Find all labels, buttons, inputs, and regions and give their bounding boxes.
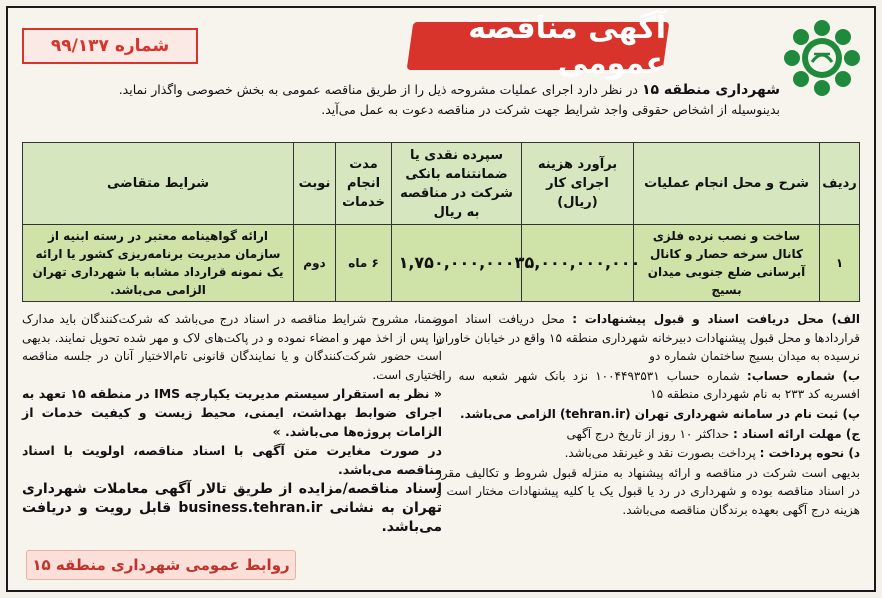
term-d: د) نحوه پرداخت : پرداخت بصورت نقد و غیرنقد می‌باشد. [564,446,860,461]
term-b: ب) شماره حساب: شماره حساب ۱۰۰۴۴۹۳۵۳۱ نزد بانک شهر شعبه سه راه افسریه کد ۲۳۳ به نام شهرداری منطقه ۱۵ [436,368,861,402]
public-relations-signature: روابط عمومی شهرداری منطقه ۱۵ [26,550,296,580]
tender-table [22,142,860,302]
intro-text [22,80,780,119]
table-header [23,143,859,225]
header-cost: برآورد هزینه اجرای کار (ریال) [521,143,633,224]
conditions-paragraph: ضمنا، مشروح شرایط مناقصه در اسناد درج می‌باشد که شرکت‌کنندگان باید مدارک را پس از اخذ مهر و امضاء نموده و در پاکت‌های لاک و مهر شده تحویل نمایند. بدیهی است حضور شرکت‌کنندگان و یا نمایندگان قانونی تام‌الاختیار آنان در جلسه مناقصه اختیاری است. [22,312,442,382]
row-duration: ۶ ماه [335,225,391,301]
term-c: ج) مهلت ارائه اسناد : حداکثر ۱۰ روز از تاریخ درج آگهی [566,426,860,441]
row-radif: ۱ [819,225,859,301]
notice-number: شماره ۹۹/۱۳۷ [22,28,198,64]
header-conditions: شرایط متقاضی [107,176,209,191]
row-conditions: ارائه گواهینامه معتبر در رسته ابنیه از سازمان مدیریت برنامه‌ریزی کشور یا ارائه یک نمونه قرارداد مشابه با شهرداری تهران الزامی می‌باشد. [32,229,284,297]
tender-notice [6,6,876,592]
organization-name: شهرداری منطقه ۱۵ [641,82,780,98]
row-deposit: ۱,۷۵۰,۰۰۰,۰۰۰ [391,225,521,301]
header-deposit: سپرده نقدی یا ضمانتنامه بانکی شرکت در مناقصه به ریال [391,143,521,224]
header-turn: نوبت [293,143,335,224]
notice-title-banner: آگهی مناقصه عمومی [407,22,670,70]
terms-left-column [22,310,442,537]
intro-line-1: در نظر دارد اجرای عملیات مشروحه ذیل را از طریق مناقصه عمومی به بخش خصوصی واگذار نماید. [118,82,642,97]
tehran-municipality-logo-icon [782,18,862,98]
row-cost: ۳۵,۰۰۰,۰۰۰,۰۰۰ [521,225,633,301]
priority-paragraph: در صورت مغایرت متن آگهی با اسناد مناقصه، اولویت با اسناد مناقصه می‌باشد. [22,443,442,477]
table-row [23,225,859,301]
term-a: الف) محل دریافت اسناد و قبول پیشنهادات : محل دریافت اسناد امور قراردادها و محل قبول پیشنهادات دبیرخانه شهرداری منطقه ۱۵ واقع در خیابان خاوران نرسیده به میدان بسیج ساختمان شماره دو [436,312,860,364]
ims-paragraph: « نظر به استقرار سیستم مدیریت یکپارچه IMS در منطقه ۱۵ تعهد به اجرای ضوابط بهداشت، ایمنی، محیط زیست و کیفیت خدمات از الزامات پروژه‌ها می‌باشد. » [22,386,442,439]
business-site-paragraph: اسناد مناقصه/مزایده از طریق تالار آگهی معاملات شهرداری تهران به نشانی business.tehran.ir قابل رویت و دریافت می‌باشد. [22,481,442,535]
term-p: پ) ثبت نام در سامانه شهرداری تهران (tehran.ir) الزامی می‌باشد. [460,406,860,421]
intro-line-2: بدینوسیله از اشخاص حقوقی واجد شرایط جهت شرکت در مناقصه دعوت به عمل می‌آید. [321,102,780,117]
row-description: ساخت و نصب نرده فلزی کانال سرخه حصار و کانال آبرسانی ضلع جنوبی میدان بسیج [633,225,819,301]
header-radif: ردیف [819,143,859,224]
row-turn: دوم [293,225,335,301]
terms-right-column [436,310,860,521]
header-description: شرح و محل انجام عملیات [633,143,819,224]
header-duration: مدت انجام خدمات [335,143,391,224]
closing-text: بدیهی است شرکت در مناقصه و ارائه پیشنهاد به منزله قبول شروط و تکالیف مقرر در اسناد مناقصه بوده و شهرداری در رد یا قبول یک یا کلیه پیشنهادات مختار است و هزینه درج آگهی بعهده برندگان مناقصه می‌باشد. [436,465,860,517]
